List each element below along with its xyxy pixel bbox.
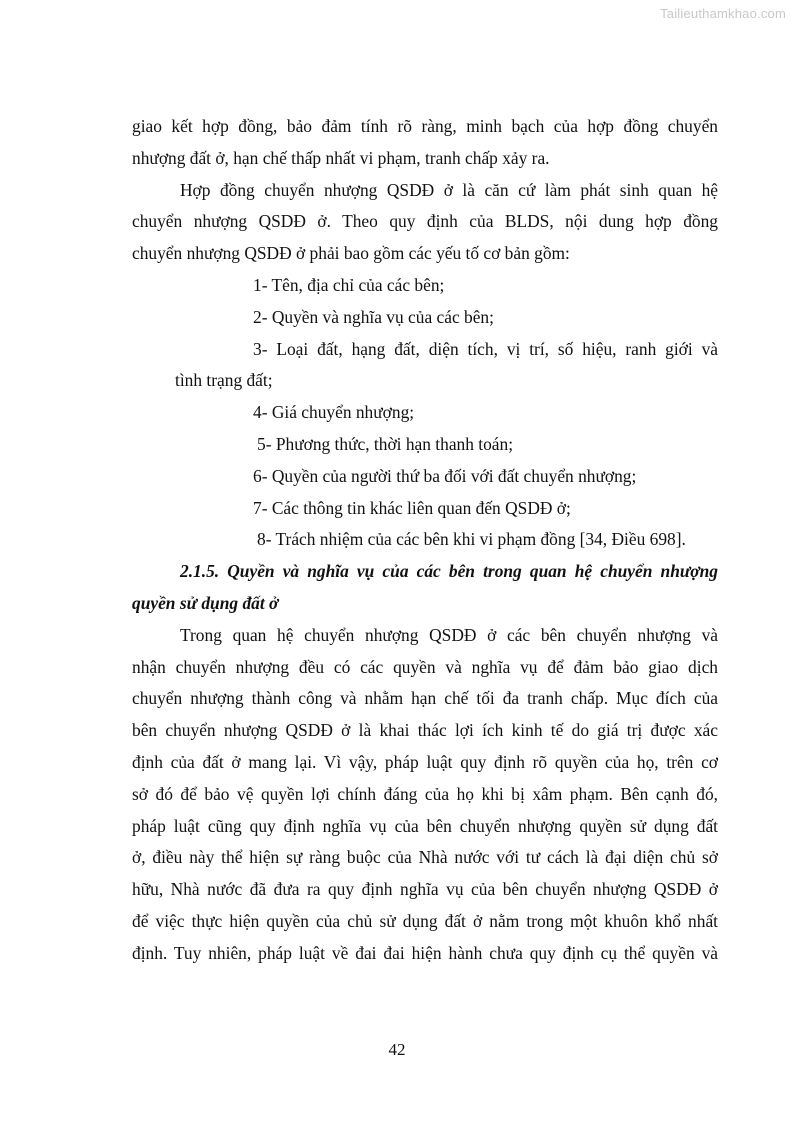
section-heading-continuation: quyền sử dụng đất ở bbox=[132, 592, 279, 613]
list-item: 5- Phương thức, thời hạn thanh toán; bbox=[257, 433, 514, 454]
text-line: hữu, Nhà nước đã đưa ra quy định nghĩa vụ của bên chuyển nhượng QSDĐ ở bbox=[132, 879, 718, 900]
list-item: 1- Tên, địa chỉ của các bên; bbox=[253, 274, 445, 295]
list-item: 7- Các thông tin khác liên quan đến QSDĐ ở; bbox=[253, 497, 571, 518]
list-item-continuation: tình trạng đất; bbox=[175, 370, 273, 391]
text-line: Hợp đồng chuyển nhượng QSDĐ ở là căn cứ làm phát sinh quan hệ bbox=[180, 179, 718, 200]
text-line: Trong quan hệ chuyển nhượng QSDĐ ở các bên chuyển nhượng và bbox=[180, 624, 718, 645]
page-body bbox=[132, 111, 718, 970]
watermark: Tailieuthamkhao.com bbox=[660, 6, 786, 21]
text-line: nhượng đất ở, hạn chế thấp nhất vi phạm, tranh chấp xảy ra. bbox=[132, 147, 550, 168]
text-line: chuyển nhượng thành công và nhằm hạn chế tối đa tranh chấp. Mục đích của bbox=[132, 688, 718, 709]
text-line: bên chuyển nhượng QSDĐ ở là khai thác lợi ích kinh tế do giá trị được xác bbox=[132, 720, 718, 741]
text-line: pháp luật cũng quy định nghĩa vụ của bên chuyển nhượng quyền sử dụng đất bbox=[132, 815, 718, 836]
page-number: 42 bbox=[388, 1040, 406, 1059]
list-item: 4- Giá chuyển nhượng; bbox=[253, 402, 415, 423]
list-item: 3- Loại đất, hạng đất, diện tích, vị trí, số hiệu, ranh giới và bbox=[253, 338, 718, 359]
text-line: giao kết hợp đồng, bảo đảm tính rõ ràng, minh bạch của hợp đồng chuyển bbox=[132, 116, 718, 136]
text-line: ở, điều này thể hiện sự ràng buộc của Nhà nước với tư cách là đại diện chủ sở bbox=[132, 847, 718, 868]
text-line: để việc thực hiện quyền của chủ sử dụng đất ở nằm trong một khuôn khổ nhất bbox=[132, 910, 718, 931]
text-line: định của đất ở mang lại. Vì vậy, pháp luật quy định rõ quyền của họ, trên cơ bbox=[132, 751, 718, 772]
text-line: nhận chuyển nhượng đều có các quyền và nghĩa vụ để đảm bảo giao dịch bbox=[132, 656, 718, 677]
text-line: định. Tuy nhiên, pháp luật về đai đai hiện hành chưa quy định cụ thể quyền và bbox=[132, 942, 718, 963]
text-line: chuyển nhượng QSDĐ ở phải bao gồm các yếu tố cơ bản gồm: bbox=[132, 243, 570, 264]
list-item: 8- Trách nhiệm của các bên khi vi phạm đồng [34, Điều 698]. bbox=[257, 529, 686, 550]
list-item: 6- Quyền của người thứ ba đối với đất chuyển nhượng; bbox=[253, 465, 637, 486]
section-heading: 2.1.5. Quyền và nghĩa vụ của các bên trong quan hệ chuyển nhượng bbox=[180, 561, 718, 582]
list-item: 2- Quyền và nghĩa vụ của các bên; bbox=[253, 306, 494, 327]
text-line: sở đó để bảo vệ quyền lợi chính đáng của họ khi bị xâm phạm. Bên cạnh đó, bbox=[132, 783, 718, 804]
text-line: chuyển nhượng QSDĐ ở. Theo quy định của BLDS, nội dung hợp đồng bbox=[132, 211, 718, 232]
